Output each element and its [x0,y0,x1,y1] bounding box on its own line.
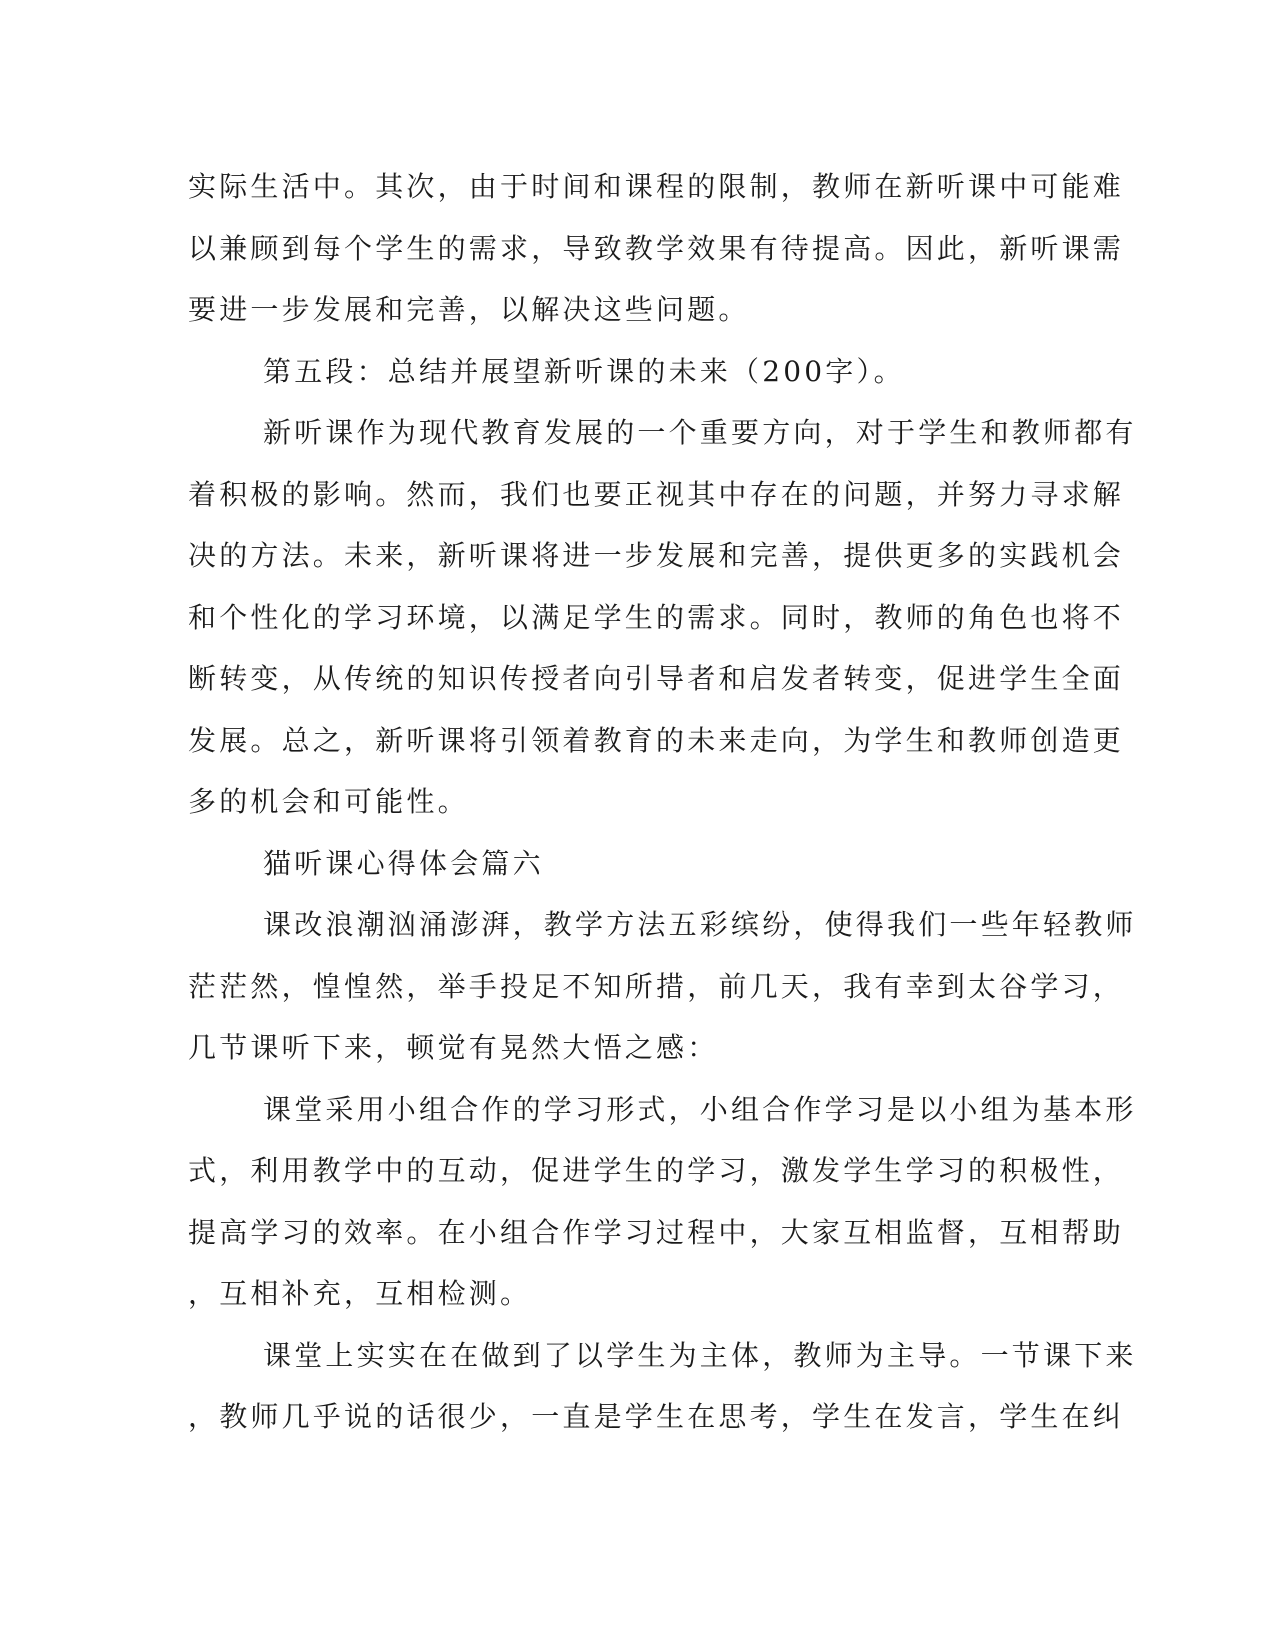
text-line: 提高学习的效率。在小组合作学习过程中，大家互相监督，互相帮助 [188,1215,1125,1249]
text-line: 茫茫然，惶惶然，举手投足不知所措，前几天，我有幸到太谷学习， [188,969,1125,1003]
text-line: 要进一步发展和完善，以解决这些问题。 [188,293,750,326]
text-line: 多的机会和可能性。 [188,785,469,818]
article-title: 猫听课心得体会篇六 [263,846,544,880]
document-body [188,156,1137,1448]
text-line: 以兼顾到每个学生的需求，导致教学效果有待提高。因此，新听课需 [188,231,1125,265]
text-line: 式，利用教学中的互动，促进学生的学习，激发学生学习的积极性， [188,1154,1125,1187]
text-line: 发展。总之，新听课将引领着教育的未来走向，为学生和教师创造更 [188,723,1125,757]
text-line: 断转变，从传统的知识传授者向引导者和启发者转变，促进学生全面 [188,662,1125,695]
text-line: 实际生活中。其次，由于时间和课程的限制，教师在新听课中可能难 [188,170,1125,203]
text-line: 课改浪潮汹涌澎湃，教学方法五彩缤纷，使得我们一些年轻教师 [263,908,1137,941]
text-line: ，教师几乎说的话很少，一直是学生在思考，学生在发言，学生在纠 [188,1400,1125,1433]
text-line: 课堂上实实在在做到了以学生为主体，教师为主导。一节课下来 [263,1338,1137,1372]
section-heading: 第五段：总结并展望新听课的未来（200字）。 [263,354,905,388]
text-line: 几节课听下来，顿觉有晃然大悟之感： [188,1031,719,1064]
text-line: 新听课作为现代教育发展的一个重要方向，对于学生和教师都有 [263,416,1137,449]
text-line: ，互相补充，互相检测。 [188,1277,532,1310]
text-line: 着积极的影响。然而，我们也要正视其中存在的问题，并努力寻求解 [188,477,1125,511]
text-line: 和个性化的学习环境，以满足学生的需求。同时，教师的角色也将不 [188,600,1125,634]
text-line: 决的方法。未来，新听课将进一步发展和完善，提供更多的实践机会 [188,539,1125,572]
text-line: 课堂采用小组合作的学习形式，小组合作学习是以小组为基本形 [263,1092,1137,1126]
